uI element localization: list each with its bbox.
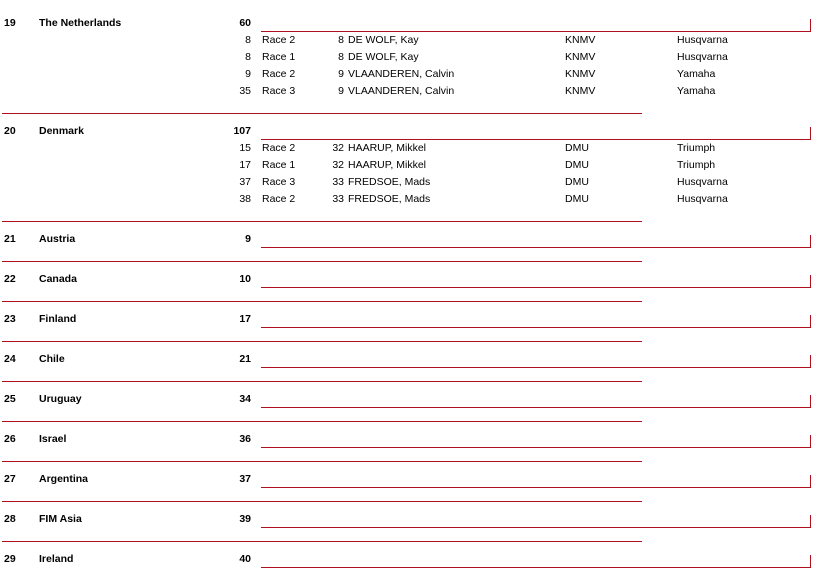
separator-line — [2, 541, 642, 542]
rider-federation: DMU — [565, 176, 589, 188]
rider-bike: Triumph — [677, 142, 716, 154]
separator-line — [2, 501, 642, 502]
rider-bike: Yamaha — [677, 68, 716, 80]
rider-number: 8 — [338, 51, 344, 63]
team-results-frame — [261, 235, 811, 248]
team-position: 27 — [4, 473, 16, 485]
rider-number: 33 — [332, 193, 344, 205]
result-row — [0, 176, 815, 190]
team-position: 24 — [4, 353, 16, 365]
team-name: FIM Asia — [39, 513, 82, 525]
team-points: 9 — [245, 233, 251, 245]
rider-number: 9 — [338, 85, 344, 97]
team-header-row — [0, 553, 815, 567]
rider-number: 32 — [332, 142, 344, 154]
result-points: 37 — [239, 176, 251, 188]
rider-federation: KNMV — [565, 34, 596, 46]
rider-number: 8 — [338, 34, 344, 46]
separator-line — [2, 381, 642, 382]
team-position: 23 — [4, 313, 16, 325]
team-position: 20 — [4, 125, 16, 137]
team-points: 10 — [239, 273, 251, 285]
result-row — [0, 34, 815, 48]
team-header-row — [0, 233, 815, 247]
separator-line — [2, 113, 642, 114]
rider-bike: Husqvarna — [677, 193, 728, 205]
team-header-row — [0, 273, 815, 287]
team-header-row — [0, 393, 815, 407]
team-header-row — [0, 17, 815, 31]
separator-line — [2, 461, 642, 462]
result-points: 15 — [239, 142, 251, 154]
team-name: Ireland — [39, 553, 74, 565]
rider-name: DE WOLF, Kay — [348, 34, 419, 46]
result-row — [0, 193, 815, 207]
team-results-frame — [261, 19, 811, 32]
team-header-row — [0, 513, 815, 527]
team-results-frame — [261, 475, 811, 488]
team-results-frame — [261, 435, 811, 448]
result-race: Race 1 — [262, 51, 296, 63]
separator-line — [2, 301, 642, 302]
team-results-frame — [261, 315, 811, 328]
rider-federation: KNMV — [565, 51, 596, 63]
result-points: 35 — [239, 85, 251, 97]
rider-name: DE WOLF, Kay — [348, 51, 419, 63]
rider-bike: Yamaha — [677, 85, 716, 97]
rider-name: FREDSOE, Mads — [348, 193, 431, 205]
team-position: 19 — [4, 17, 16, 29]
team-header-row — [0, 125, 815, 139]
rider-federation: KNMV — [565, 85, 596, 97]
result-race: Race 3 — [262, 176, 296, 188]
rider-number: 32 — [332, 159, 344, 171]
team-header-row — [0, 313, 815, 327]
team-name: Canada — [39, 273, 77, 285]
team-points: 60 — [239, 17, 251, 29]
team-header-row — [0, 433, 815, 447]
team-points: 21 — [239, 353, 251, 365]
result-row — [0, 142, 815, 156]
rider-number: 33 — [332, 176, 344, 188]
result-points: 38 — [239, 193, 251, 205]
rider-federation: DMU — [565, 159, 589, 171]
rider-federation: DMU — [565, 142, 589, 154]
team-header-row — [0, 473, 815, 487]
team-results-frame — [261, 355, 811, 368]
team-name: Chile — [39, 353, 65, 365]
rider-federation: DMU — [565, 193, 589, 205]
team-results-frame — [261, 555, 811, 568]
team-position: 26 — [4, 433, 16, 445]
result-race: Race 2 — [262, 34, 296, 46]
result-points: 8 — [245, 34, 251, 46]
team-points: 39 — [239, 513, 251, 525]
rider-name: VLAANDEREN, Calvin — [348, 68, 455, 80]
team-results-frame — [261, 275, 811, 288]
team-points: 107 — [233, 125, 251, 137]
team-position: 29 — [4, 553, 16, 565]
rider-bike: Husqvarna — [677, 51, 728, 63]
team-name: Uruguay — [39, 393, 82, 405]
team-name: Austria — [39, 233, 76, 245]
separator-line — [2, 341, 642, 342]
result-row — [0, 159, 815, 173]
team-position: 21 — [4, 233, 16, 245]
result-race: Race 1 — [262, 159, 296, 171]
rider-bike: Husqvarna — [677, 176, 728, 188]
team-points: 34 — [239, 393, 251, 405]
rider-name: HAARUP, Mikkel — [348, 159, 426, 171]
result-points: 9 — [245, 68, 251, 80]
rider-number: 9 — [338, 68, 344, 80]
result-points: 17 — [239, 159, 251, 171]
team-position: 28 — [4, 513, 16, 525]
result-race: Race 3 — [262, 85, 296, 97]
separator-line — [2, 421, 642, 422]
team-points: 17 — [239, 313, 251, 325]
rider-federation: KNMV — [565, 68, 596, 80]
team-results-frame — [261, 515, 811, 528]
result-row — [0, 68, 815, 82]
result-race: Race 2 — [262, 68, 296, 80]
rider-name: FREDSOE, Mads — [348, 176, 431, 188]
result-race: Race 2 — [262, 193, 296, 205]
team-results-frame — [261, 127, 811, 140]
team-position: 25 — [4, 393, 16, 405]
team-results-frame — [261, 395, 811, 408]
rider-name: HAARUP, Mikkel — [348, 142, 426, 154]
team-points: 36 — [239, 433, 251, 445]
team-points: 37 — [239, 473, 251, 485]
team-name: Argentina — [39, 473, 89, 485]
result-row — [0, 85, 815, 99]
team-name: Denmark — [39, 125, 84, 137]
result-race: Race 2 — [262, 142, 296, 154]
rider-name: VLAANDEREN, Calvin — [348, 85, 455, 97]
result-row — [0, 51, 815, 65]
rider-bike: Triumph — [677, 159, 716, 171]
team-name: Finland — [39, 313, 77, 325]
separator-line — [2, 261, 642, 262]
team-name: The Netherlands — [39, 17, 122, 29]
team-position: 22 — [4, 273, 16, 285]
separator-line — [2, 221, 642, 222]
team-points: 40 — [239, 553, 251, 565]
team-header-row — [0, 353, 815, 367]
team-name: Israel — [39, 433, 67, 445]
rider-bike: Husqvarna — [677, 34, 728, 46]
result-points: 8 — [245, 51, 251, 63]
